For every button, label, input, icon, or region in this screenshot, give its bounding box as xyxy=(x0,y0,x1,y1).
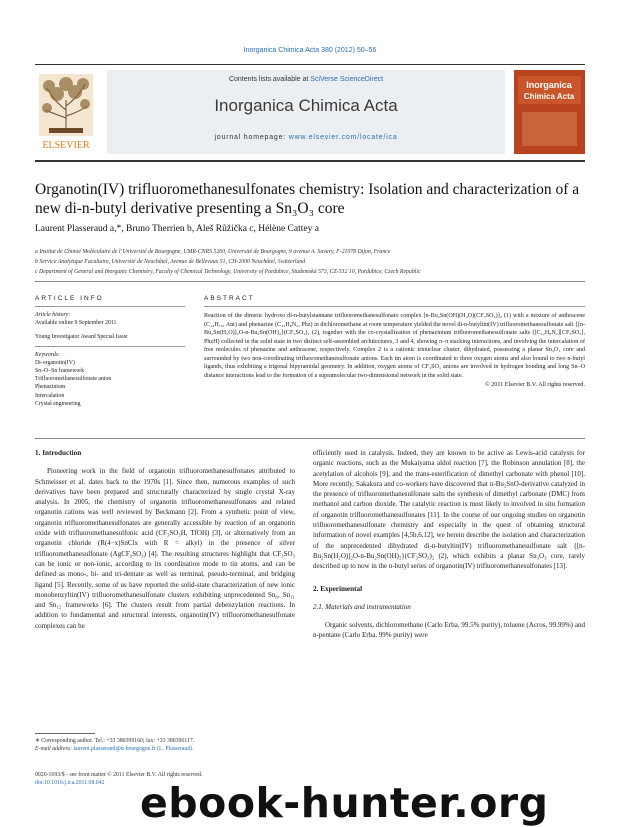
article-info-heading: ARTICLE INFO xyxy=(35,295,104,302)
journal-reference[interactable]: Inorganica Chimica Acta 380 (2012) 50–56 xyxy=(243,47,377,54)
article-title: Organotin(IV) trifluoromethanesulfonates chemistry: Isolation and characterization of a new di-n-butyl derivative presenting a Sn₃O₃ core xyxy=(35,181,580,217)
copyright-line: © 2011 Elsevier B.V. All rights reserved. xyxy=(485,382,585,388)
keyword: Sn–O–Sn framework xyxy=(35,368,85,375)
info-divider xyxy=(35,306,185,307)
journal-cover-thumbnail xyxy=(514,70,585,154)
contents-line: Contents lists available at SciVerse ScienceDirect xyxy=(228,76,384,83)
watermark-text: ebook-hunter.org xyxy=(140,779,549,827)
article-info xyxy=(35,295,185,408)
right-column xyxy=(313,448,585,641)
svg-text:Inorganica: Inorganica xyxy=(526,80,572,90)
footnote-rule xyxy=(35,733,95,734)
intro-paragraph: Pioneering work in the field of organotin trifluoromethanesulfonates attributed to Schmeisser et al. dates back to the 1970s [1]. Since then, numerous examples of such derivatives have been prepared and structurally characterized by single crystal X-ray analysis. In 2005, the chemistry of organotin trifluoromethanesulfonates and related organotin cations was well reviewed by Beckmann [2]. From a synthetic point of view, organotin trifluoromethanesulfonates are generally accessible by reaction of an organotin oxide with trifluoromethanesulfonic acid (CF₃SO₃H, TfOH) [3], or alternatively from an organotin chloride (R(4−x)SnClx with R = alkyl) in the presence of silver trifluoromethanesulfonate (AgCF₃SO₃) [4]. The resulting structures highlight that CF₃SO₃ can be ionic or non-ionic, according to its coordination mode to tin atoms, and can be defined as mono-, bi- and tri-dentate as well as terminal, pseudo-terminal, and bridging ligand [5]. Recently, some of us have reported the solid-state characterization of new ionic monobenzyltin(IV) trifluoromethanesulfonate clusters exhibiting unprecedented Sn₆, Sn₁₁ and Sn₁₂ frameworks [6]. The clusters result from partial debenzylation reactions. In addition to fundamental and structural interests, organotin(IV) trifluoromethanesulfonate complexes can be xyxy=(35,467,295,630)
journal-homepage: journal homepage: www.elsevier.com/locate/ica xyxy=(214,134,398,141)
issn-line: 0020-1693/$ - see front matter © 2011 Elsevier B.V. All rights reserved. xyxy=(35,772,203,778)
abstract-heading: ABSTRACT xyxy=(204,295,255,302)
header-rule xyxy=(35,281,585,282)
affiliation-c: c Department of General and Inorganic Chemistry, Faculty of Chemical Technology, University of Pardubice, Studentská 573, CZ-532 10, Pardubice, Czech Republic xyxy=(35,269,421,275)
keyword: Phenazinium xyxy=(35,384,66,391)
special-issue: Young Investigator Award Special Issue xyxy=(35,334,128,341)
masthead-rule xyxy=(35,160,585,162)
masthead-banner xyxy=(107,70,505,154)
keyword: Trifluoromethanesulfonate anion xyxy=(35,376,112,383)
journal-title: Inorganica Chimica Acta xyxy=(214,96,398,115)
sciencedirect-link[interactable]: SciVerse ScienceDirect xyxy=(310,76,384,83)
keyword: Intercalation xyxy=(35,392,65,399)
abstract-text: Reaction of the dimeric hydroxo di-n-butylstannane trifluoromethanesulfonato complex [n-Bu₂Sn(OH)(H₂O)(CF₃SO₃)]₂ (1) with a mixture of anthracene (C₁₄H₁₀, Ant) and phenazine (C₁₂H₈N₂, Phz) in dichloromethane at room temperature yielded the novel di-n-butyltin(IV) trifluoromethanesulfonate salt {[n-Bu₂Sn(H₂O)]₂O-n-Bu₂Sn(OH)₂}(CF₃SO₃)₂ (2), together with the co-crystallization of phenazinium trifluoromethanesulfonate salts ([C₁₂H₈N₂][CF₃SO₃], PhzH) collected in the solid state in two distinct self-assembled architectures, 3 and 4, showing π–π stacking interactions, and involving the intercalation of free molecules of phenazine and anthracene, respectively. Complex 2 is a cationic trinuclear cluster, dihydrated, possessing a planar Sn₃O₃ core and surrounded by two non-coordinating trifluoromethanesulfonate anions. Each tin atom is coordinated to three oxygen atoms and also bound to two n-butyl ligands, thus exhibiting a trigonal bipyramidal geometry. In addition, oxygen atoms of CF₃SO₃ anions are involved in hydrogen bonding and long Sn–O distance interactions lead to the formation of a supramolecular two-dimensional network in the solid state. xyxy=(204,313,585,379)
masthead xyxy=(35,70,585,154)
affiliation-b: b Service Analytique Facultaire, Université de Neuchâtel, Avenue de Bellevaux 51, CH-2000 Neuchâtel, Switzerland xyxy=(35,259,306,265)
keywords-label: Keywords: xyxy=(35,351,60,358)
footnote xyxy=(35,737,295,753)
homepage-link[interactable]: www.elsevier.com/locate/ica xyxy=(288,134,398,141)
affiliation-a: a Institut de Chimie Moléculaire de l’Université de Bourgogne, UMR-CNRS 5260, Université de Bourgogne, 9 avenue A. Savary, F-21078 Dijon, France xyxy=(35,249,391,255)
history-value: Available online 9 September 2011 xyxy=(35,320,117,327)
email-line: E-mail address: laurent.plasseraud@u-bourgogne.fr (L. Plasseraud). xyxy=(35,746,194,752)
abstract-section xyxy=(204,295,585,388)
left-column xyxy=(35,448,295,631)
section-2-heading: 2. Experimental xyxy=(313,584,363,593)
abstract-divider xyxy=(204,306,585,307)
svg-text:Chimica Acta: Chimica Acta xyxy=(523,92,575,101)
author-list: Laurent Plasseraud a,*, Bruno Therrien b, Aleš Růžička c, Hélène Cattey a xyxy=(35,224,319,234)
abstract-rule xyxy=(35,438,585,439)
intro-paragraph-continued: efficiently used in catalysis. Indeed, they are known to be active as Lewis-acid catalysts for organic reactions, such as the Mukaiyama aldol reaction [7], the Robinson annulation [8], the acetylation of alcohols [9], and the trans-esterification of dimethyl carbonate with phenol [10]. More recently, Sakakura and co-workers have discovered that n-Bu₂SnO-derivative catalyzed in the presence of trifluoromethanesulfonate salts the synthesis of dimethyl carbonate (DMC) from methanol and carbon dioxide. The catalytic reaction is most likely to involved in situ formation of organotin trifluoromethanesulfonates [11]. In the course of our ongoing studies on organotin trifluoromethanesulfonate chemistry and especially in the quest of obtaining structural information of novel examples [4,5b,6,12], we herein describe the isolation and characterization of the unprecedented dihydrated di-n-butyltin(IV) trifluoromethanesulfonate salt {[n-Bu₂Sn(H₂O)]₂O-n-Bu₂Sn(OH)₂}(CF₃SO₃)₂ (2), which exhibits a planar Sn₃O₃ core, rarely described up to now in the n-butyl series of organotin(IV) trifluoromethanesulfonates [13]. xyxy=(313,449,585,571)
history-label: Article history: xyxy=(35,312,71,318)
corresponding-author: ∗ Corresponding author. Tel.: +33 380399160; fax: +33 380396117. xyxy=(35,738,195,744)
affiliations xyxy=(35,247,595,277)
email-link[interactable]: laurent.plasseraud@u-bourgogne.fr (L. Plasseraud). xyxy=(73,746,194,752)
materials-paragraph: Organic solvents, dichloromethane (Carlo Erba, 99.5% purity), toluene (Acros, 99.99%) and n-pentane (Carlo Erba, 99% purity) were xyxy=(313,621,585,640)
keyword: Di-organotin(IV) xyxy=(35,359,75,366)
info-divider xyxy=(35,346,185,347)
publisher-name: ELSEVIER xyxy=(42,140,90,151)
elsevier-tree-logo xyxy=(35,70,97,154)
section-1-heading: 1. Introduction xyxy=(35,449,82,457)
doi-link[interactable]: doi:10.1016/j.ica.2011.08.042 xyxy=(35,780,105,786)
top-rule xyxy=(35,64,585,65)
keyword: Crystal engineering xyxy=(35,400,81,407)
section-2-1-heading: 2.1. Materials and instrumentation xyxy=(313,602,411,611)
